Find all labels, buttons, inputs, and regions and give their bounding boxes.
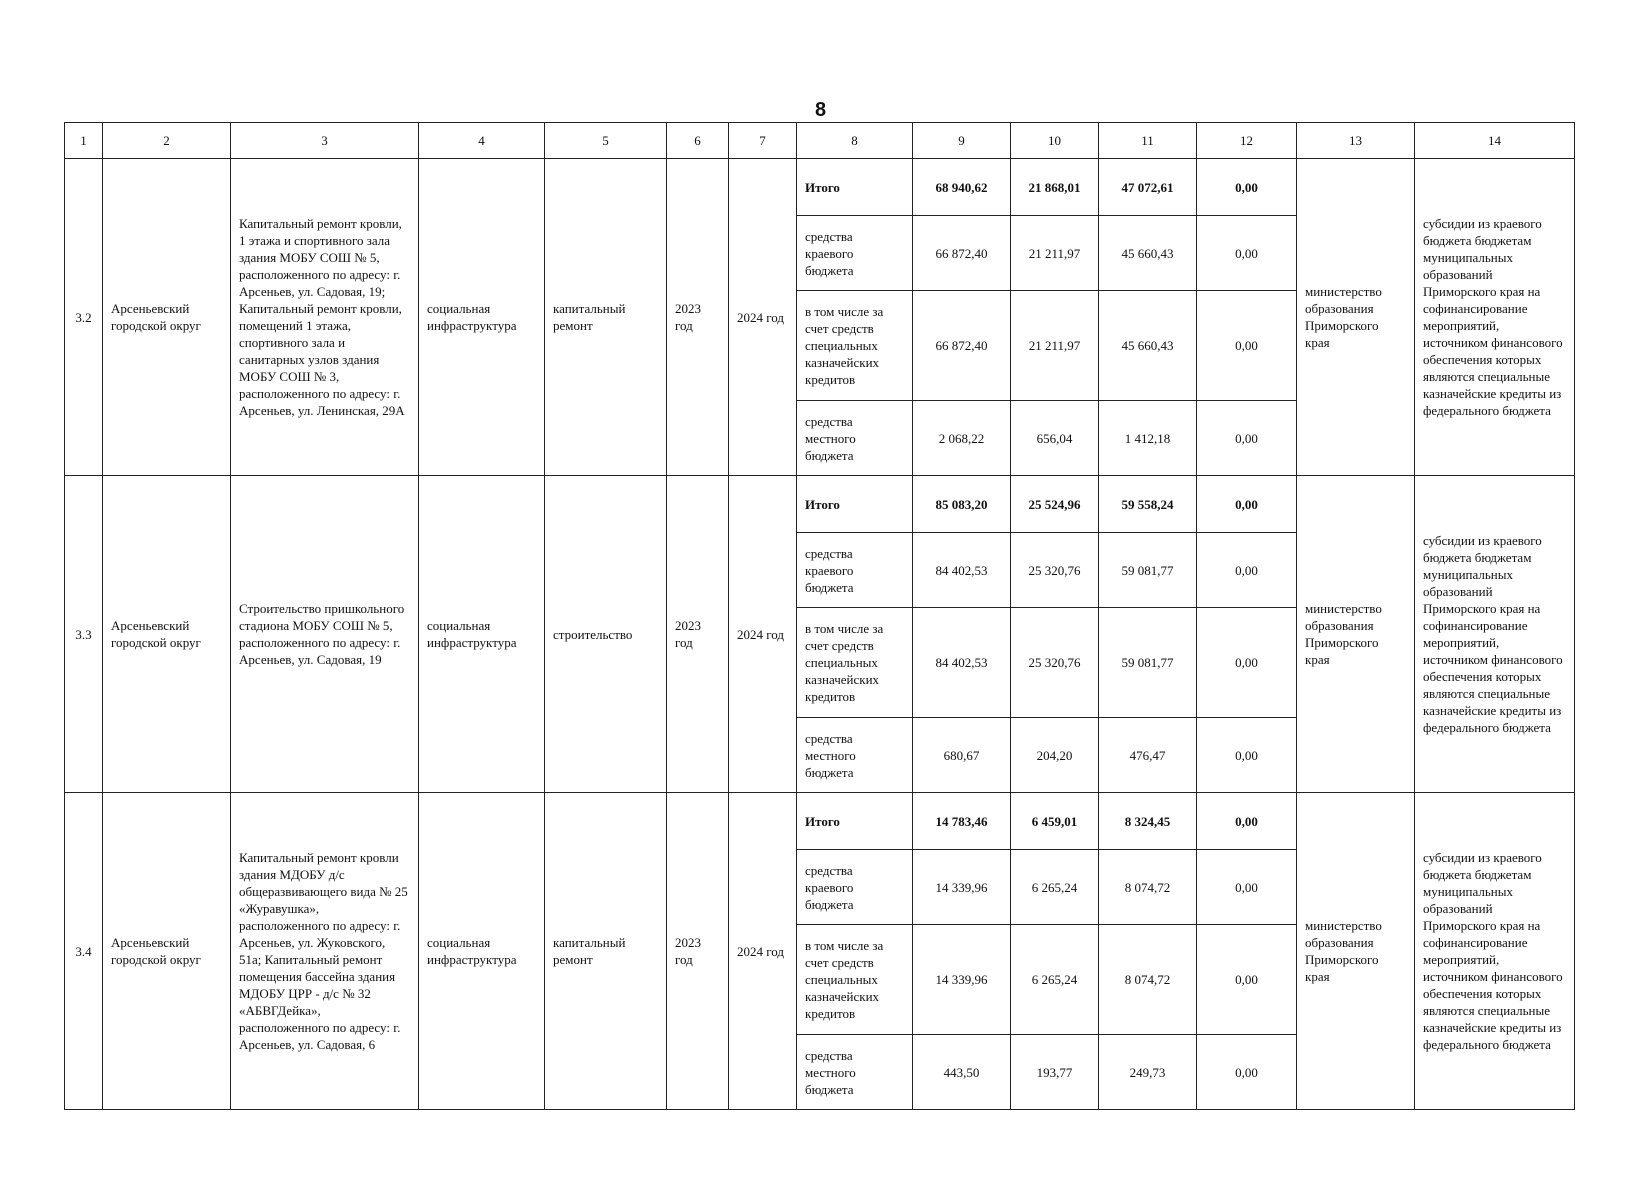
funding-label-local: средства местного бюджета [797, 1035, 913, 1110]
municipality-cell: Арсеньевский городской округ [103, 793, 231, 1110]
amount-col-9: 85 083,20 [913, 476, 1011, 533]
funding-label-total: Итого [797, 159, 913, 216]
funding-label-kazn: в том числе за счет средств специальных казначейских кредитов [797, 291, 913, 401]
amount-col-9: 84 402,53 [913, 533, 1011, 608]
header-cell-14: 14 [1415, 123, 1575, 159]
amount-col-12: 0,00 [1197, 401, 1297, 476]
table-row [65, 476, 1575, 533]
header-cell-8: 8 [797, 123, 913, 159]
amount-col-11: 476,47 [1099, 718, 1197, 793]
amount-col-11: 1 412,18 [1099, 401, 1197, 476]
amount-col-10: 21 211,97 [1011, 291, 1099, 401]
header-cell-9: 9 [913, 123, 1011, 159]
amount-col-12: 0,00 [1197, 476, 1297, 533]
amount-col-10: 21 868,01 [1011, 159, 1099, 216]
amount-col-12: 0,00 [1197, 216, 1297, 291]
funding-label-local: средства местного бюджета [797, 718, 913, 793]
amount-col-9: 680,67 [913, 718, 1011, 793]
table-row [65, 159, 1575, 216]
header-cell-10: 10 [1011, 123, 1099, 159]
ministry-cell: министерство образования Приморского края [1297, 159, 1415, 476]
sphere-cell: социальная инфраструктура [419, 159, 545, 476]
funding-label-kraev: средства краевого бюджета [797, 216, 913, 291]
item-number: 3.4 [65, 793, 103, 1110]
ministry-cell: министерство образования Приморского края [1297, 476, 1415, 793]
header-cell-3: 3 [231, 123, 419, 159]
header-cell-2: 2 [103, 123, 231, 159]
header-cell-4: 4 [419, 123, 545, 159]
start-year-cell: 2023 год [667, 159, 729, 476]
amount-col-12: 0,00 [1197, 925, 1297, 1035]
amount-col-11: 45 660,43 [1099, 291, 1197, 401]
item-number: 3.3 [65, 476, 103, 793]
header-cell-5: 5 [545, 123, 667, 159]
object-description-cell: Строительство пришкольного стадиона МОБУ СОШ № 5, расположенного по адресу: г. Арсеньев, ул. Садовая, 19 [231, 476, 419, 793]
end-year-cell: 2024 год [729, 159, 797, 476]
amount-col-10: 193,77 [1011, 1035, 1099, 1110]
amount-col-9: 14 339,96 [913, 850, 1011, 925]
header-cell-1: 1 [65, 123, 103, 159]
amount-col-9: 443,50 [913, 1035, 1011, 1110]
amount-col-9: 2 068,22 [913, 401, 1011, 476]
amount-col-10: 25 524,96 [1011, 476, 1099, 533]
start-year-cell: 2023 год [667, 476, 729, 793]
amount-col-11: 249,73 [1099, 1035, 1197, 1110]
header-cell-13: 13 [1297, 123, 1415, 159]
work-type-cell: капитальный ремонт [545, 159, 667, 476]
amount-col-12: 0,00 [1197, 159, 1297, 216]
amount-col-10: 21 211,97 [1011, 216, 1099, 291]
amount-col-12: 0,00 [1197, 793, 1297, 850]
amount-col-12: 0,00 [1197, 608, 1297, 718]
amount-col-9: 68 940,62 [913, 159, 1011, 216]
funding-label-kazn: в том числе за счет средств специальных казначейских кредитов [797, 608, 913, 718]
header-cell-12: 12 [1197, 123, 1297, 159]
end-year-cell: 2024 год [729, 793, 797, 1110]
funding-label-kraev: средства краевого бюджета [797, 850, 913, 925]
amount-col-12: 0,00 [1197, 291, 1297, 401]
amount-col-9: 14 339,96 [913, 925, 1011, 1035]
amount-col-11: 45 660,43 [1099, 216, 1197, 291]
page-number: 8 [814, 99, 827, 121]
amount-col-9: 66 872,40 [913, 291, 1011, 401]
sphere-cell: социальная инфраструктура [419, 476, 545, 793]
amount-col-9: 14 783,46 [913, 793, 1011, 850]
amount-col-12: 0,00 [1197, 1035, 1297, 1110]
amount-col-11: 8 074,72 [1099, 850, 1197, 925]
amount-col-10: 656,04 [1011, 401, 1099, 476]
work-type-cell: капитальный ремонт [545, 793, 667, 1110]
work-type-cell: строительство [545, 476, 667, 793]
table-row [65, 793, 1575, 850]
amount-col-11: 47 072,61 [1099, 159, 1197, 216]
funding-label-kraev: средства краевого бюджета [797, 533, 913, 608]
start-year-cell: 2023 год [667, 793, 729, 1110]
amount-col-12: 0,00 [1197, 533, 1297, 608]
ministry-cell: министерство образования Приморского края [1297, 793, 1415, 1110]
amount-col-12: 0,00 [1197, 850, 1297, 925]
funding-source-cell: субсидии из краевого бюджета бюджетам муниципальных образований Приморского края на софинансирование мероприятий, источником финансового обеспечения которых являются специальные казначейские кредиты из федерального бюджета [1415, 159, 1575, 476]
amount-col-12: 0,00 [1197, 718, 1297, 793]
funding-source-cell: субсидии из краевого бюджета бюджетам муниципальных образований Приморского края на софинансирование мероприятий, источником финансового обеспечения которых являются специальные казначейские кредиты из федерального бюджета [1415, 476, 1575, 793]
amount-col-11: 8 324,45 [1099, 793, 1197, 850]
amount-col-10: 204,20 [1011, 718, 1099, 793]
funding-label-kazn: в том числе за счет средств специальных казначейских кредитов [797, 925, 913, 1035]
header-cell-11: 11 [1099, 123, 1197, 159]
header-cell-6: 6 [667, 123, 729, 159]
amount-col-11: 59 081,77 [1099, 608, 1197, 718]
municipality-cell: Арсеньевский городской округ [103, 476, 231, 793]
funding-label-local: средства местного бюджета [797, 401, 913, 476]
header-cell-7: 7 [729, 123, 797, 159]
object-description-cell: Капитальный ремонт кровли здания МДОБУ д/с общеразвивающего вида № 25 «Журавушка», расположенного по адресу: г. Арсеньев, ул. Жуковского, 51а; Капитальный ремонт помещения бассейна здания МДОБУ ЦРР - д/с № 32 «АБВГДейка», расположенного по адресу: г. Арсеньев, ул. Садовая, 6 [231, 793, 419, 1110]
amount-col-11: 59 081,77 [1099, 533, 1197, 608]
header-row [65, 123, 1575, 159]
sphere-cell: социальная инфраструктура [419, 793, 545, 1110]
financing-table [64, 122, 1575, 1110]
end-year-cell: 2024 год [729, 476, 797, 793]
funding-label-total: Итого [797, 793, 913, 850]
municipality-cell: Арсеньевский городской округ [103, 159, 231, 476]
item-number: 3.2 [65, 159, 103, 476]
funding-label-total: Итого [797, 476, 913, 533]
amount-col-11: 59 558,24 [1099, 476, 1197, 533]
amount-col-11: 8 074,72 [1099, 925, 1197, 1035]
amount-col-10: 6 459,01 [1011, 793, 1099, 850]
amount-col-10: 6 265,24 [1011, 925, 1099, 1035]
object-description-cell: Капитальный ремонт кровли, 1 этажа и спортивного зала здания МОБУ СОШ № 5, расположенного по адресу: г. Арсеньев, ул. Садовая, 19; Капитальный ремонт кровли, помещений 1 этажа, спортивного зала и санитарных узлов здания МОБУ СОШ № 3, расположенного по адресу: г. Арсеньев, ул. Ленинская, 29А [231, 159, 419, 476]
amount-col-10: 25 320,76 [1011, 533, 1099, 608]
amount-col-10: 6 265,24 [1011, 850, 1099, 925]
amount-col-9: 66 872,40 [913, 216, 1011, 291]
amount-col-10: 25 320,76 [1011, 608, 1099, 718]
funding-source-cell: субсидии из краевого бюджета бюджетам муниципальных образований Приморского края на софинансирование мероприятий, источником финансового обеспечения которых являются специальные казначейские кредиты из федерального бюджета [1415, 793, 1575, 1110]
amount-col-9: 84 402,53 [913, 608, 1011, 718]
